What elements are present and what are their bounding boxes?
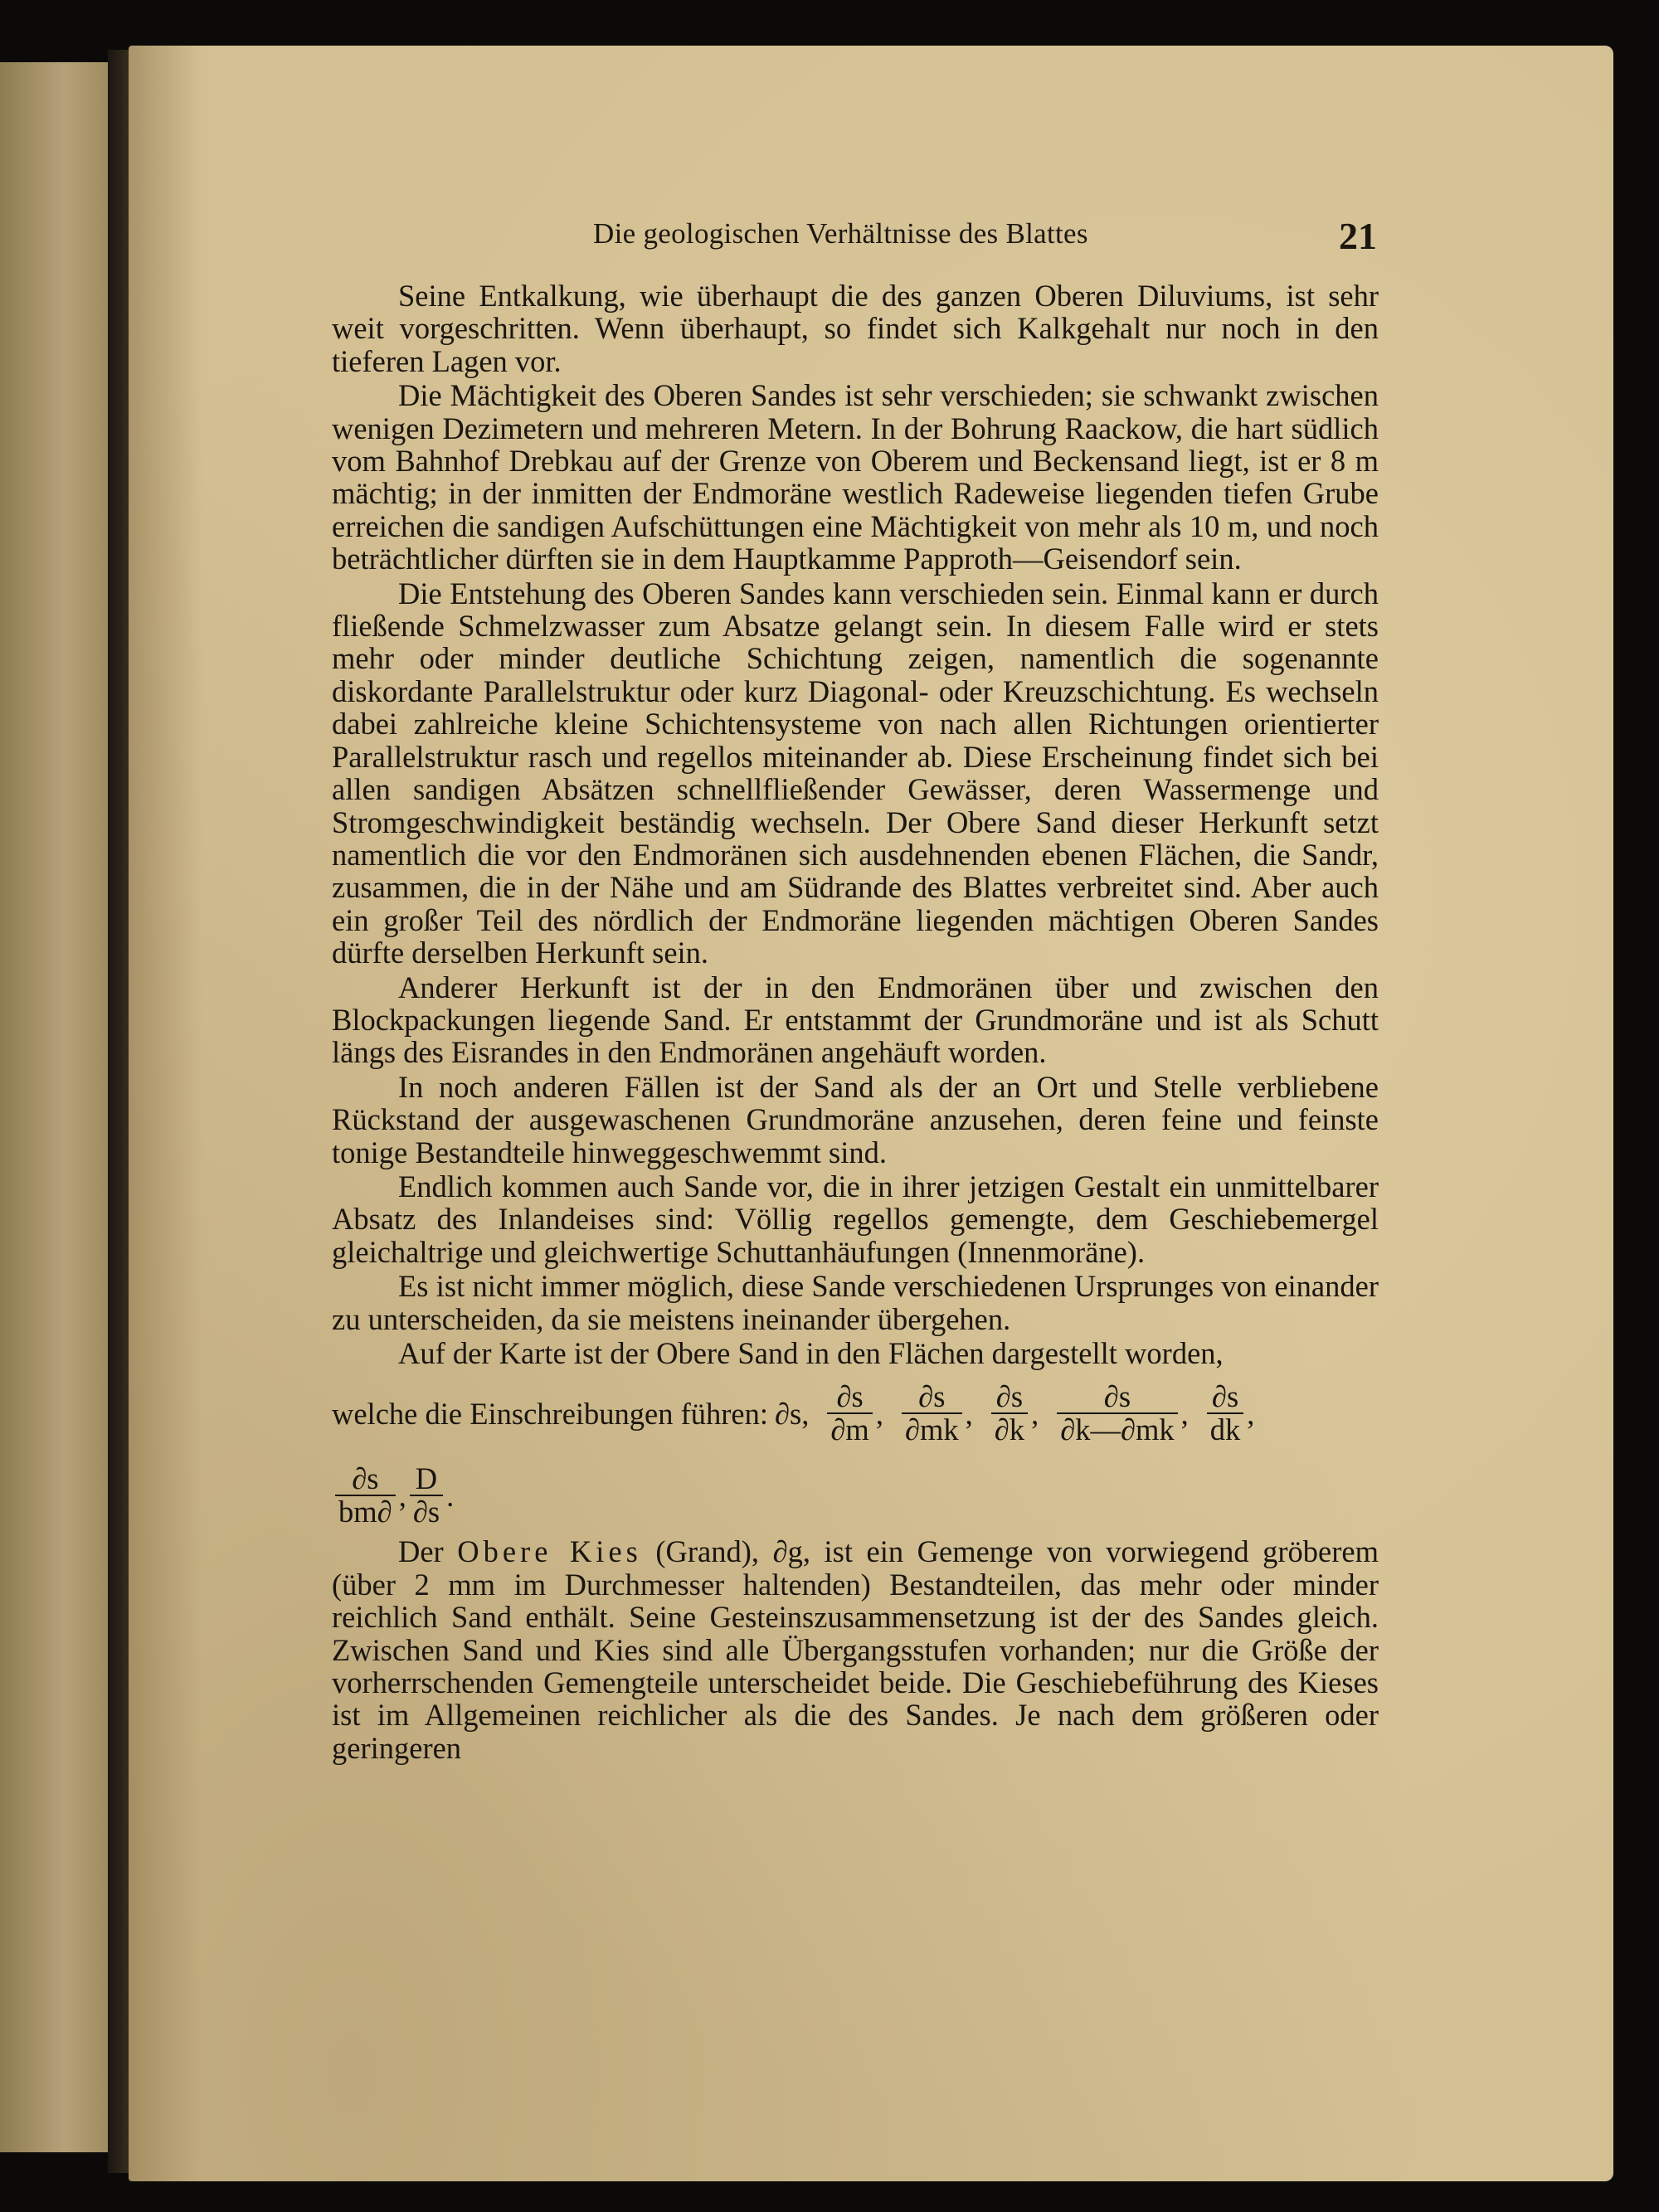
formula-fraction: $\frac{\partial s}{dk}$ — [1207, 1381, 1244, 1446]
paragraph-entstehung: Die Entstehung des Oberen Sandes kann verschieden sein. Einmal kann er durch fließende Schmelzwasser zum Absatze gelangt sein. In diesem Falle wird er stets mehr oder minder deutliche Schichtung zeigen, namentlich die sogenannte diskordante Parallelstruktur oder kurz Diagonal- oder Kreuzschichtung. Es wechseln dabei zahlreiche kleine Schichtensysteme von nach allen Richtungen orientierter Parallelstruktur rasch und regellos miteinander ab. Diese Erscheinung findet sich bei allen sandigen Absätzen schnellfließender Gewässer, deren Wassermenge und Stromgeschwindigkeit beständig wechseln. Der Obere Sand dieser Herkunft setzt namentlich die vor den Endmoränen sich ausdehnenden ebenen Flächen, die Sandr, zusammen, die in der Nähe und am Südrande des Blattes verbreitet sind. Aber auch ein großer Teil des nördlich der Endmoräne liegenden mächtigen Oberen Sandes dürfte derselben Herkunft sein. — [332, 576, 1379, 970]
running-head: Die geologischen Verhältnisse des Blattes — [593, 217, 1088, 250]
paragraph-anderer-herkunft: Anderer Herkunft ist der in den Endmoränen über und zwischen den Blockpackungen liegende Sand. Er entstammt der Grundmoräne und ist als Schutt längs des Eisrandes in den Endmoränen angehäuft worden. — [332, 970, 1379, 1070]
formula-fraction: $\frac{\partial s}{\partial m}$ — [827, 1381, 872, 1446]
formula-line-1: welche die Einschreibungen führen: ∂s, $\frac{\partial s}{\partial m}$ , $\frac{\partial s}{\partial mk}$ , $\frac{\partial s}{\partial k}$ , $\frac{\partial s}{\partial k—\partial mk}$ , $\frac{\partial s}{dk}$ , — [332, 1379, 1255, 1447]
paragraph-inlandeis: Endlich kommen auch Sande vor, die in ihrer jetzigen Gestalt ein unmittelbarer Absatz des Inlandeises sind: Völlig regellos gemengte, dem Geschiebemergel gleichaltrige und gleichwertige Schuttanhäufungen (Innenmoräne). — [332, 1169, 1379, 1269]
formula-first-symbol: ∂s, — [775, 1396, 810, 1431]
paragraph-entkalkung: Seine Entkalkung, wie überhaupt die des ganzen Oberen Diluviums, ist sehr weit vorgeschritten. Wenn überhaupt, so findet sich Kalkgehalt nur noch in den tieferen Lagen vor. — [332, 279, 1379, 378]
body-text — [332, 280, 1379, 1766]
formula-fraction: $\frac{\partial s}{\partial k—\partial mk}$ — [1057, 1381, 1177, 1446]
paragraph-rueckstand: In noch anderen Fällen ist der Sand als der an Ort und Stelle verbliebene Rückstand der ausgewaschenen Grundmoräne anzusehen, deren feine und feinste tonige Bestandteile hinweggeschwemmt sind. — [332, 1069, 1379, 1169]
paragraph-oberer-kies: Der Obere Kies (Grand), ∂g, ist ein Gemenge von vorwiegend gröberem (über 2 mm im Durchmesser haltenden) Bestandteilen, das mehr oder minder reichlich Sand enthält. Seine Gesteinszusammensetzung ist der des Sandes gleich. Zwischen Sand und Kies sind alle Übergangsstufen vorhanden; nur die Größe der vorherrschenden Gemengteile unterscheidet beide. Die Geschiebeführung des Kieses ist im Allgemeinen reichlicher als die des Sandes. Je nach dem größeren oder geringeren — [332, 1534, 1379, 1765]
page-number: 21 — [1339, 215, 1377, 257]
left-page-edge — [0, 62, 108, 2152]
formula-fraction: $\frac{\partial s}{bm\partial}$ — [335, 1463, 396, 1529]
paragraph-unterscheidung: Es ist nicht immer möglich, diese Sande verschiedenen Ursprunges von einander zu unterscheiden, da sie meistens ineinander übergehen. — [332, 1269, 1379, 1336]
paragraph-maechtigkeit: Die Mächtigkeit des Oberen Sandes ist sehr verschieden; sie schwankt zwischen wenigen Dezimetern und mehreren Metern. In der Bohrung Raackow, die hart südlich vom Bahnhof Drebkau auf der Grenze von Oberem und Beckensand liegt, ist er 8 m mächtig; in der inmitten der Endmoräne westlich Radeweise liegenden tiefen Grube erreichen die sandigen Aufschüttungen eine Mächtigkeit von mehr als 10 m, und noch beträchtlicher dürften sie in dem Hauptkamme Papproth—Geisendorf sein. — [332, 378, 1379, 576]
formula-fraction: $\frac{D}{\partial s}$ — [410, 1463, 443, 1529]
spaced-term: Obere Kies — [457, 1534, 642, 1569]
formula-fraction: $\frac{\partial s}{\partial k}$ — [991, 1381, 1028, 1446]
formula-lead: welche die Einschreibungen führen: — [332, 1396, 769, 1431]
paragraph-karte: Auf der Karte ist der Obere Sand in den Flächen dargestellt worden, — [398, 1336, 1224, 1370]
formula-fraction: $\frac{\partial s}{\partial mk}$ — [902, 1381, 962, 1446]
formula-line-2: $\frac{\partial s}{bm\partial}$ , $\frac{D}{\partial s}$ . — [332, 1456, 1379, 1535]
